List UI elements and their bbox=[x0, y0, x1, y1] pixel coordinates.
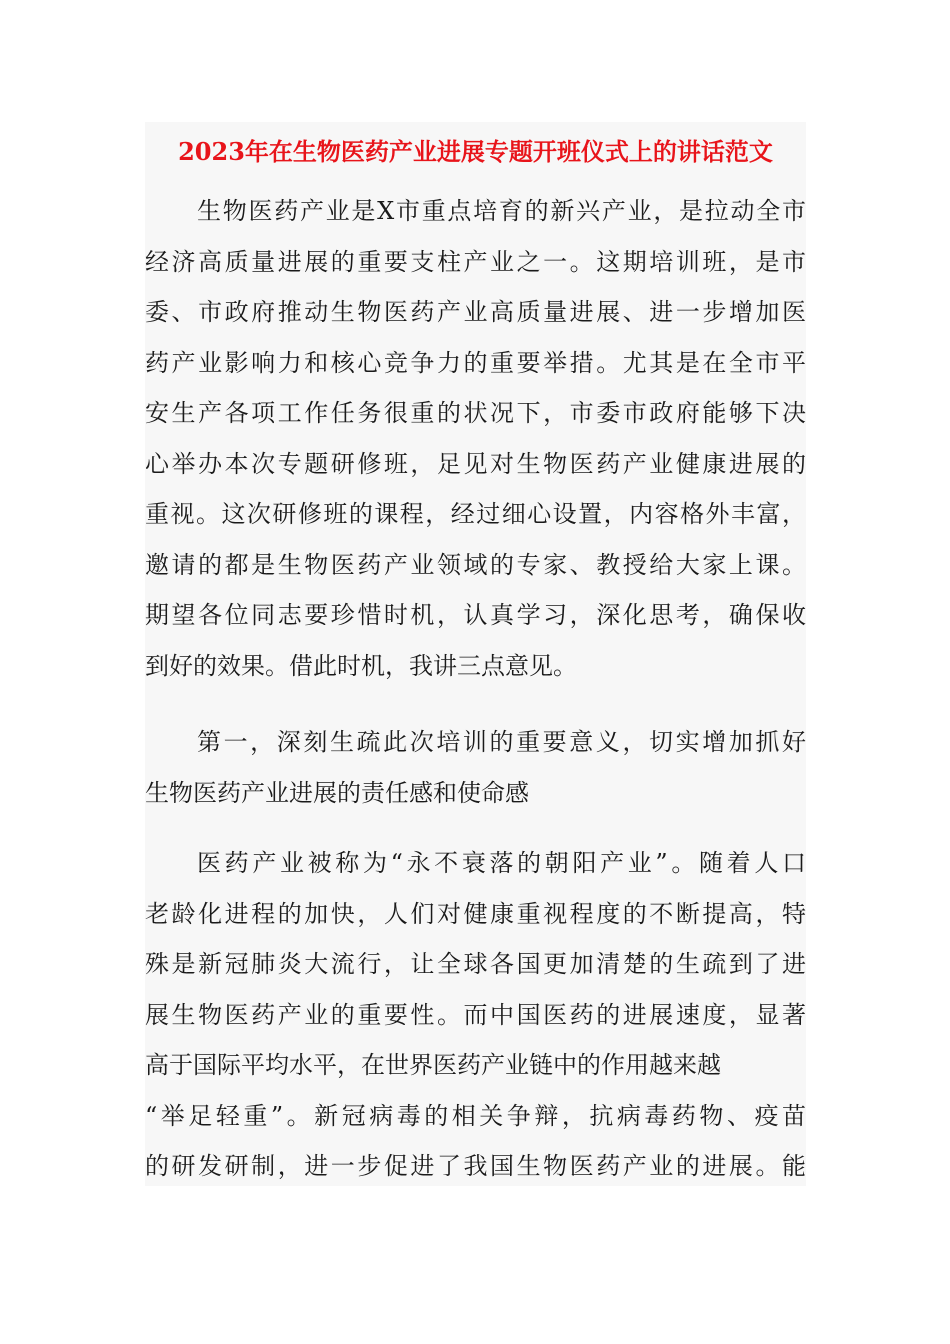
text-line: “举足轻重”。新冠病毒的相关争辩，抗病毒药物、疫苗 bbox=[145, 1101, 806, 1130]
text-line: 医药产业被称为“永不衰落的朝阳产业”。随着人口 bbox=[197, 849, 806, 877]
text-line: 邀请的都是生物医药产业领域的专家、教授给大家上课。 bbox=[145, 550, 806, 579]
text-line: 殊是新冠肺炎大流行，让全球各国更加清楚的生疏到了进 bbox=[145, 950, 806, 978]
text-line: 重视。这次研修班的课程，经过细心设置，内容格外丰富， bbox=[145, 500, 806, 528]
text-line: 高于国际平均水平，在世界医药产业链中的作用越来越 bbox=[145, 1051, 721, 1079]
text-line: 期望各位同志要珍惜时机，认真学习，深化思考，确保收 bbox=[145, 601, 806, 629]
document-title: 2023年在生物医药产业进展专题开班仪式上的讲话范文 bbox=[178, 137, 773, 166]
text-line: 药产业影响力和核心竞争力的重要举措。尤其是在全市平 bbox=[145, 348, 806, 377]
text-line: 老龄化进程的加快，人们对健康重视程度的不断提高，特 bbox=[145, 899, 806, 928]
text-line: 到好的效果。借此时机，我讲三点意见。 bbox=[145, 651, 577, 680]
text-line: 心举办本次专题研修班，足见对生物医药产业健康进展的 bbox=[145, 449, 806, 478]
text-line: 的研发研制，进一步促进了我国生物医药产业的进展。能 bbox=[145, 1152, 806, 1180]
section-heading-1 bbox=[145, 717, 806, 818]
text-line: 安生产各项工作任务很重的状况下，市委市政府能够下决 bbox=[145, 399, 806, 427]
paragraph-1 bbox=[145, 186, 806, 691]
paragraph-2 bbox=[145, 838, 806, 1192]
text-line: 生物医药产业是X市重点培育的新兴产业，是拉动全市 bbox=[197, 197, 806, 225]
text-line: 第一，深刻生疏此次培训的重要意义，切实增加抓好 bbox=[197, 728, 806, 756]
text-line: 生物医药产业进展的责任感和使命感 bbox=[145, 778, 529, 807]
text-line: 经济高质量进展的重要支柱产业之一。这期培训班，是市 bbox=[145, 247, 806, 276]
text-line: 委、市政府推动生物医药产业高质量进展、进一步增加医 bbox=[145, 298, 806, 326]
text-line: 展生物医药产业的重要性。而中国医药的进展速度，显著 bbox=[145, 1000, 806, 1029]
